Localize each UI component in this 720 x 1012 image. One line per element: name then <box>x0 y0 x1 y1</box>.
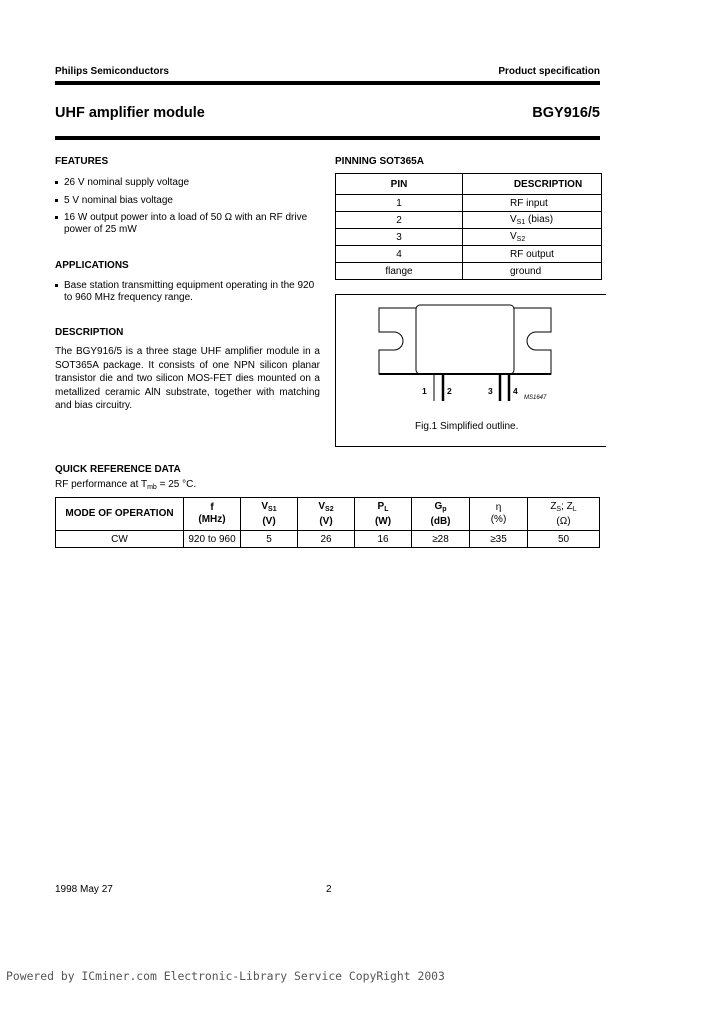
column-header-vs1: $V_{S1}$ (V) <box>241 498 298 531</box>
pin-number: flange <box>336 263 463 280</box>
column-header-vs2: $V_{S2}$ (V) <box>298 498 355 531</box>
column-header-pin: PIN <box>336 174 463 195</box>
cell-vs1: 5 <box>241 531 298 548</box>
feature-item: 16 W output power into a load of 50 Ω with an RF drive power of 25 mW <box>55 212 320 236</box>
document-title: UHF amplifier module <box>55 105 205 121</box>
pin-description: RF output <box>463 246 602 263</box>
table-row <box>56 531 600 548</box>
description-text: The BGY916/5 is a three stage UHF amplifier module in a SOT365A package. It consists of one NPN silicon planar transistor die and two silicon MOS-FET dies mounted on a metallized ceramic AlN substrate, together with matching and bias circuitry. <box>55 346 320 411</box>
cell-efficiency: ≥35 <box>470 531 528 548</box>
pin-description: $V_{S1}$ (bias) <box>463 212 602 229</box>
pin-description: ground <box>463 263 602 280</box>
figure-code: MS1647 <box>524 395 547 401</box>
table-row <box>336 263 602 280</box>
column-header-pl: $P_L$ (W) <box>355 498 412 531</box>
table-row <box>336 195 602 212</box>
cell-pl: 16 <box>355 531 412 548</box>
figure-box <box>335 294 606 447</box>
applications-list <box>55 280 315 310</box>
pin-label-4: 4 <box>513 386 518 396</box>
pin-label-1: 1 <box>422 386 427 396</box>
cell-gp: ≥28 <box>412 531 470 548</box>
figure-caption: Fig.1 Simplified outline. <box>415 421 519 432</box>
pin-number: 4 <box>336 246 463 263</box>
table-row <box>336 229 602 246</box>
cell-mode: CW <box>56 531 184 548</box>
table-row <box>336 246 602 263</box>
column-header-frequency: f (MHz) <box>184 498 241 531</box>
cell-impedance: 50 <box>528 531 600 548</box>
pin-number: 1 <box>336 195 463 212</box>
pin-description: $V_{S2}$ <box>463 229 602 246</box>
pin-label-2: 2 <box>447 386 452 396</box>
application-item: Base station transmitting equipment operating in the 920 to 960 MHz frequency range. <box>55 280 315 304</box>
pin-number: 2 <box>336 212 463 229</box>
pin-number: 3 <box>336 229 463 246</box>
table-header-row <box>56 498 600 531</box>
pin-description: RF input <box>463 195 602 212</box>
column-header-efficiency: η (%) <box>470 498 528 531</box>
quick-reference-table <box>55 497 600 548</box>
header-rule-top <box>55 81 600 85</box>
cell-vs2: 26 <box>298 531 355 548</box>
pinning-table <box>335 173 602 280</box>
company-name: Philips Semiconductors <box>55 66 169 77</box>
description-heading: DESCRIPTION <box>55 327 124 338</box>
page-number: 2 <box>326 884 332 895</box>
column-header-impedance: $Z_S$; $Z_L$ (Ω) <box>528 498 600 531</box>
column-header-description: DESCRIPTION <box>463 174 602 195</box>
column-header-gp: $G_p$ (dB) <box>412 498 470 531</box>
watermark-text: Powered by ICminer.com Electronic-Library Service CopyRight 2003 <box>6 969 445 983</box>
feature-item: 5 V nominal bias voltage <box>55 195 320 207</box>
quick-ref-subheading: RF performance at $T_{mb} = 25$ °C. <box>55 479 197 491</box>
footer-date: 1998 May 27 <box>55 884 113 895</box>
applications-heading: APPLICATIONS <box>55 260 129 271</box>
pinning-heading: PINNING SOT365A <box>335 156 424 167</box>
column-header-mode: MODE OF OPERATION <box>56 498 184 531</box>
header-rule-bottom <box>55 136 600 140</box>
table-header-row <box>336 174 602 195</box>
doc-type: Product specification <box>498 66 600 77</box>
part-number: BGY916/5 <box>532 105 600 121</box>
table-row <box>336 212 602 229</box>
cell-frequency: 920 to 960 <box>184 531 241 548</box>
quick-ref-heading: QUICK REFERENCE DATA <box>55 464 181 475</box>
features-list <box>55 177 320 242</box>
feature-item: 26 V nominal supply voltage <box>55 177 320 189</box>
pin-label-3: 3 <box>488 386 493 396</box>
features-heading: FEATURES <box>55 156 109 167</box>
